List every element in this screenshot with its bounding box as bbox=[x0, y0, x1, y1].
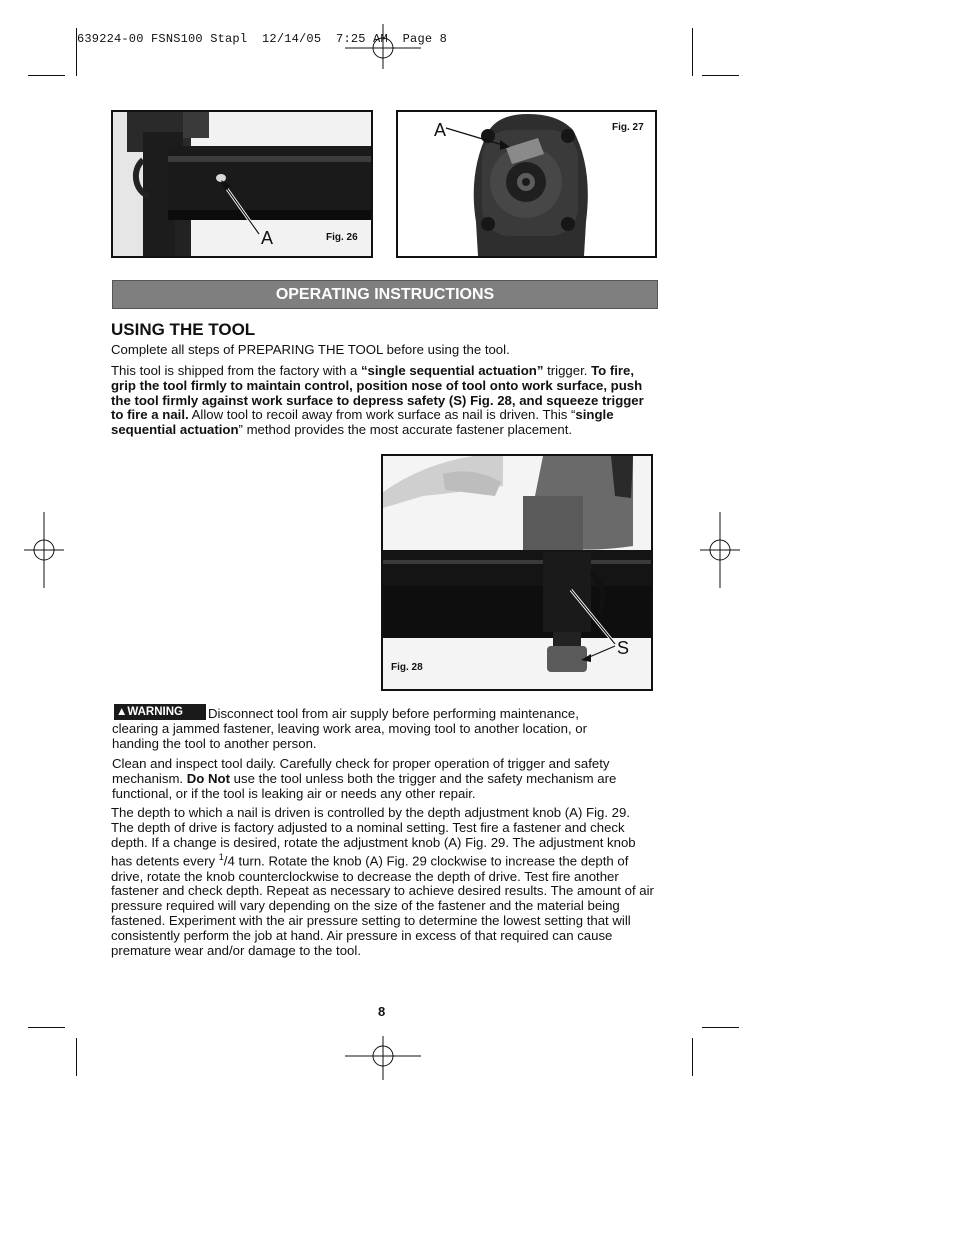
callout-a: A bbox=[434, 120, 447, 140]
paragraph-depth: The depth to which a nail is driven is controlled by the depth adjustment knob (A) Fig. 29. The depth of drive is factory adjusted to a nominal setting. Test fire a fastener and check depth. If a change is desired, rotate the adjustment knob (A) Fig. 29. The adjustment knob has detents every $^1$/4 turn. Rotate the knob (A) Fig. 29 clockwise to increase the depth of drive, rotate the knob counterclockwise to decrease the depth of drive. Test fire another fastener and check depth. Repeat as necessary to achieve desired results. The amount of air pressure required will vary depending on the size of the fastener and the material being fastened. Experiment with the air pressure setting to determine the lowest setting that will consistently perform the job at hand. Air pressure in excess of that required can cause premature wear and/or damage to the tool. bbox=[111, 805, 654, 958]
figure-26 bbox=[111, 110, 373, 258]
safety-illustration bbox=[383, 456, 651, 689]
warning-triangle-icon: ▲ bbox=[116, 706, 128, 718]
crop-mark bbox=[28, 1027, 65, 1028]
crop-mark bbox=[692, 28, 693, 76]
intro-paragraph: Complete all steps of PREPARING THE TOOL before using the tool. bbox=[111, 342, 510, 357]
crop-mark bbox=[702, 75, 739, 76]
crop-mark bbox=[692, 1038, 693, 1076]
paragraph-inspection: Clean and inspect tool daily. Carefully check for proper operation of trigger and safety mechanism. Do Not use the tool unless both the trigger and the safety mechanism are functional, or if the tool is leaking air or needs any other repair. bbox=[112, 756, 617, 801]
registration-mark bbox=[698, 512, 742, 588]
section-heading: USING THE TOOL bbox=[111, 320, 256, 339]
paragraph-firing: This tool is shipped from the factory with a “single sequential actuation” trigger. To fire, grip the tool firmly to maintain control, position nose of tool onto work surface, push the tool firmly against work surface to depress safety (S) Fig. 28, and squeeze trigger to fire a nail. Allow tool to recoil away from work surface as nail is driven. This “single sequential actuation” method provides the most accurate fastener placement. bbox=[111, 363, 644, 438]
section-banner: OPERATING INSTRUCTIONS bbox=[112, 280, 658, 309]
page-number: 8 bbox=[378, 1004, 386, 1019]
callout-s: S bbox=[617, 638, 630, 658]
crop-mark bbox=[76, 1038, 77, 1076]
warning-text: Disconnect tool from air supply before performing maintenance, clearing a jammed fastener, leaving work area, moving tool to another location, or handing the tool to another person. bbox=[112, 706, 588, 751]
print-slug: 639224-00 FSNS100 Stapl 12/14/05 7:25 AM Page 8 bbox=[77, 32, 448, 46]
figure-label: Fig. 26 bbox=[326, 232, 358, 243]
warning-badge: ▲WARNING bbox=[114, 704, 206, 720]
figure-28 bbox=[381, 454, 653, 691]
callout-a: A bbox=[261, 228, 274, 248]
registration-mark bbox=[22, 512, 66, 588]
crop-mark bbox=[28, 75, 65, 76]
crop-mark bbox=[702, 1027, 739, 1028]
figure-27 bbox=[396, 110, 657, 258]
figure-label: Fig. 27 bbox=[612, 122, 644, 133]
figure-label: Fig. 28 bbox=[391, 662, 423, 673]
registration-mark bbox=[345, 1036, 421, 1080]
